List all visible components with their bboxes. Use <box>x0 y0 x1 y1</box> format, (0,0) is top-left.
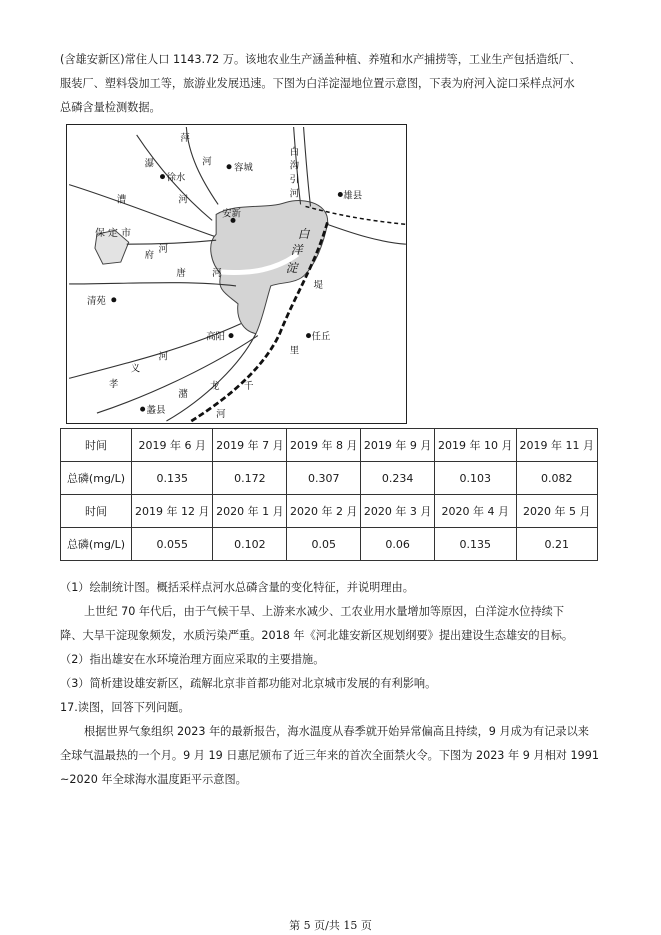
label-liyang: 蠡县 <box>146 405 166 417</box>
table-cell: 0.082 <box>516 462 598 495</box>
table-cell: 0.234 <box>361 462 435 495</box>
river-east <box>327 224 405 244</box>
river-fu <box>127 240 216 244</box>
question-1: （1）绘制统计图。概括采样点河水总磷含量的变化特征，并说明理由。 <box>60 581 414 594</box>
river-zhulong <box>97 336 258 413</box>
question-2: （2）指出雄安在水环境治理方面应采取的主要措施。 <box>60 653 325 666</box>
label-xiao: 孝 <box>108 379 119 391</box>
table-cell: 0.05 <box>287 528 361 561</box>
page-number: 第 5 页/共 15 页 <box>289 919 372 932</box>
table-cell: 0.103 <box>435 462 516 495</box>
label-he-1: 河 <box>202 156 212 168</box>
label-pu: 瀑 <box>144 158 155 170</box>
table-cell: 0.055 <box>132 528 213 561</box>
table-cell: 2020 年 2 月 <box>287 495 361 528</box>
label-baoding: 保 定 市 <box>94 228 132 240</box>
label-baiyangdian-3: 淀 <box>285 261 298 276</box>
label-he-2: 河 <box>289 188 300 200</box>
label-renqiu: 任丘 <box>311 331 331 343</box>
table-cell: 2020 年 5 月 <box>516 495 598 528</box>
question-17: 17.读图，回答下列问题。 <box>60 701 190 714</box>
table-row-time-1 <box>61 429 598 462</box>
label-he-7: 河 <box>216 409 226 421</box>
label-long: 龙 <box>210 381 220 393</box>
paragraph-3-line-3: ~2020 年全球海水温度距平示意图。 <box>60 773 247 786</box>
label-fu: 府 <box>144 250 155 262</box>
table-header-cell: 总磷(mg/L) <box>61 528 132 561</box>
label-he-6: 河 <box>158 351 168 363</box>
table-header-cell: 时间 <box>61 495 132 528</box>
paragraph-2-line-1: 上世纪 70 年代后，由于气候干旱、上游来水减少、工农业用水量增加等原因，白洋淀水位持续下 <box>84 605 565 618</box>
label-xushui: 徐水 <box>166 172 186 184</box>
table-row-time-2 <box>61 495 598 528</box>
intro-line-1: (含雄安新区)常住人口 1143.72 万。该地农业生产涵盖种植、养殖和水产捕捞等，工业生产包括造纸厂、 <box>60 53 581 66</box>
paragraph-2-line-2: 降、大旱干淀现象频发，水质污染严重。2018 年《河北雄安新区规划纲要》提出建设生态雄安的目标。 <box>60 629 574 642</box>
table-cell: 2020 年 3 月 <box>361 495 435 528</box>
river-bai-gou-2 <box>304 127 311 206</box>
table-cell: 0.172 <box>213 462 287 495</box>
intro-line-3: 总磷含量检测数据。 <box>60 101 161 114</box>
question-3: （3）简析建设雄安新区，疏解北京非首都功能对北京城市发展的有利影响。 <box>60 677 437 690</box>
label-gou: 沟 <box>289 160 300 172</box>
baiyangdian-location-map <box>66 124 407 424</box>
table-cell: 0.06 <box>361 528 435 561</box>
table-row-value-2 <box>61 528 598 561</box>
table-cell: 2019 年 7 月 <box>213 429 287 462</box>
label-bai: 白 <box>289 146 300 158</box>
table-cell: 2019 年 9 月 <box>361 429 435 462</box>
table-cell: 0.135 <box>435 528 516 561</box>
label-tang: 唐 <box>176 267 186 279</box>
label-yin: 引 <box>289 174 300 186</box>
table-cell: 0.21 <box>516 528 598 561</box>
paragraph-3-line-1: 根据世界气象组织 2023 年的最新报告，海水温度从春季就开始异常偏高且持续，9 月成为有记录以来 <box>84 725 589 738</box>
table-cell: 0.135 <box>132 462 213 495</box>
label-yi: 义 <box>130 363 141 375</box>
label-he-4: 河 <box>158 244 168 256</box>
total-phosphorus-table <box>60 428 598 561</box>
label-li: 里 <box>289 345 300 357</box>
river-cao <box>69 185 214 240</box>
label-he-5: 河 <box>212 267 222 279</box>
label-rongcheng: 容城 <box>234 162 253 174</box>
table-cell: 2019 年 10 月 <box>435 429 516 462</box>
label-cao: 漕 <box>116 194 127 206</box>
label-gaoyang: 高阳 <box>206 331 226 343</box>
table-cell: 2019 年 11 月 <box>516 429 598 462</box>
table-cell: 2020 年 4 月 <box>435 495 516 528</box>
label-qian: 千 <box>243 381 254 393</box>
label-baiyangdian-2: 洋 <box>290 243 303 258</box>
table-cell: 2019 年 12 月 <box>132 495 213 528</box>
label-ping: 萍 <box>180 132 190 144</box>
label-anxin: 安新 <box>222 208 241 220</box>
table-row-value-1 <box>61 462 598 495</box>
label-qingyuan: 清苑 <box>87 295 106 307</box>
table-cell: 2019 年 8 月 <box>287 429 361 462</box>
paragraph-3-line-2: 全球气温最热的一个月。9 月 19 日惠尼颁布了近三年来的首次全面禁火令。下图为 2023 年 9 月相对 1991 <box>60 749 599 762</box>
label-zhu: 潴 <box>178 389 188 401</box>
table-cell: 2019 年 6 月 <box>132 429 213 462</box>
intro-line-2: 服装厂、塑料袋加工等，旅游业发展迅速。下图为白洋淀湿地位置示意图，下表为府河入淀口采样点河水 <box>60 77 575 90</box>
label-he-3: 河 <box>178 194 188 206</box>
table-cell: 0.102 <box>213 528 287 561</box>
table-cell: 0.307 <box>287 462 361 495</box>
table-header-cell: 总磷(mg/L) <box>61 462 132 495</box>
river-tang <box>69 283 236 286</box>
table-header-cell: 时间 <box>61 429 132 462</box>
table-cell: 2020 年 1 月 <box>213 495 287 528</box>
label-baiyangdian-1: 白 <box>297 227 310 242</box>
label-di: 堤 <box>313 279 323 291</box>
label-xiongxian: 雄县 <box>343 190 363 202</box>
